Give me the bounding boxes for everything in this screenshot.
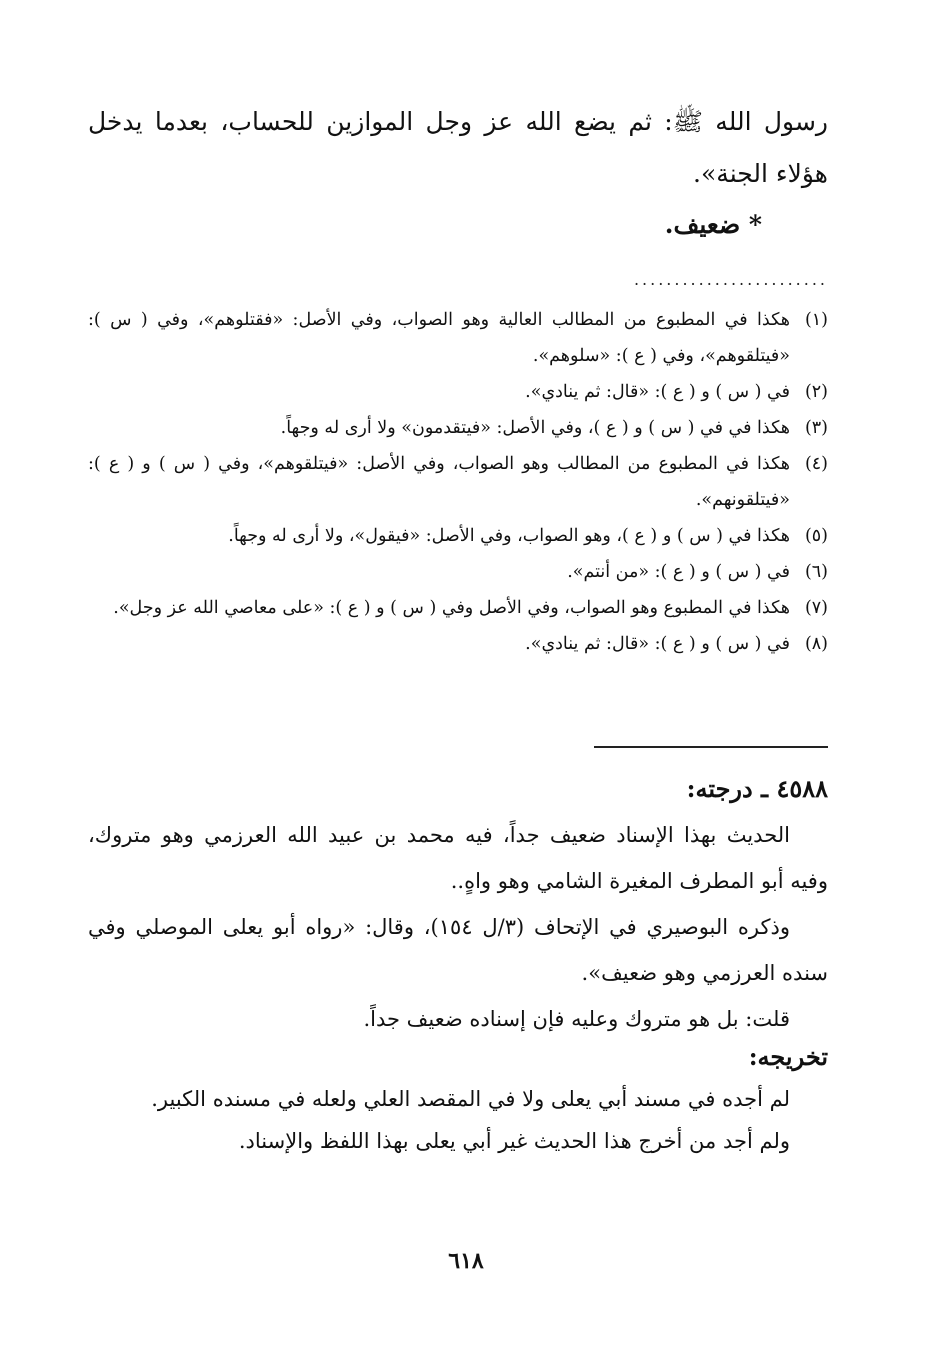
footnote-separator: ........................ <box>633 270 828 289</box>
page-number: ٦١٨ <box>448 1248 484 1274</box>
footnote-number: (٨) <box>804 634 828 654</box>
footnote-text: هكذا في في ( س ) و ( ع )، وفي الأصل: «فيتقدمون» ولا أرى له وجهاً. <box>280 418 790 438</box>
footnote-text: هكذا في ( س ) و ( ع )، وهو الصواب، وفي الأصل: «فيقول»، ولا أرى له وجهاً. <box>228 526 790 546</box>
verdict-weak: * ضعيف. <box>664 210 762 239</box>
footnote-text: هكذا في المطبوع وهو الصواب، وفي الأصل وفي ( س ) و ( ع ): «على معاصي الله عز وجل». <box>113 598 790 618</box>
grade-paragraph-3: قلت: بل هو متروك وعليه فإن إسناده ضعيف جداً. <box>363 1007 790 1031</box>
footnote-number: (٤) <box>804 454 828 474</box>
footnote-text: في ( س ) و ( ع ): «قال: ثم ينادي». <box>525 634 790 654</box>
footnote-text: في ( س ) و ( ع ): «من أنتم». <box>567 562 790 582</box>
footnote-number: (١) <box>804 310 828 330</box>
takhrij-section <box>88 1036 828 1162</box>
footnotes <box>88 302 828 662</box>
takhrij-paragraph-2: ولم أجد من أخرج هذا الحديث غير أبي يعلى بهذا اللفظ والإسناد. <box>238 1129 790 1153</box>
footnote-number: (٢) <box>804 382 828 402</box>
footnote-text: هكذا في المطبوع من المطالب وهو الصواب، وفي الأصل: «فيتلقوهم»، وفي ( س ) و ( ع ): «فيتلقونهم». <box>88 454 790 510</box>
footnote-item <box>88 626 828 662</box>
footnote-item <box>88 410 828 446</box>
hadith-line-1: رسول الله ﷺ: ثم يضع الله عز وجل الموازين للحساب، بعدما يدخل <box>88 107 828 136</box>
footnote-text: هكذا في المطبوع من المطالب العالية وهو الصواب، وفي الأصل: «فقتلوهم»، وفي ( س ): «فيتلقوهم»، وفي ( ع ): «سلوهم». <box>88 310 790 366</box>
footnote-text: في ( س ) و ( ع ): «قال: ثم ينادي». <box>525 382 790 402</box>
footnote-item <box>88 302 828 374</box>
grade-paragraph-2: وذكره البوصيري في الإتحاف (٣/ل ١٥٤)، وقال: «رواه أبو يعلى الموصلي وفي سنده العرزمي وهو ضعيف». <box>88 915 828 985</box>
grade-paragraph-1: الحديث بهذا الإسناد ضعيف جداً، فيه محمد بن عبيد الله العرزمي وهو متروك، وفيه أبو المطرف المغيرة الشامي وهو واهٍ.. <box>88 823 828 893</box>
footnote-number: (٦) <box>804 562 828 582</box>
footnote-number: (٣) <box>804 418 828 438</box>
footnote-item <box>88 374 828 410</box>
grade-heading: ٤٥٨٨ ـ درجته: <box>686 774 828 803</box>
footnote-item <box>88 590 828 626</box>
footnote-item <box>88 554 828 590</box>
footnote-number: (٥) <box>804 526 828 546</box>
hadith-text-continuation <box>88 96 828 200</box>
footnote-item <box>88 518 828 554</box>
footnote-item <box>88 446 828 518</box>
footnote-number: (٧) <box>804 598 828 618</box>
takhrij-heading: تخريجه: <box>748 1042 828 1071</box>
grade-section <box>88 766 828 1042</box>
hadith-line-2: هؤلاء الجنة». <box>693 159 828 188</box>
section-divider <box>594 746 828 748</box>
takhrij-paragraph-1: لم أجده في مسند أبي يعلى ولا في المقصد العلي ولعله في مسنده الكبير. <box>151 1087 790 1111</box>
